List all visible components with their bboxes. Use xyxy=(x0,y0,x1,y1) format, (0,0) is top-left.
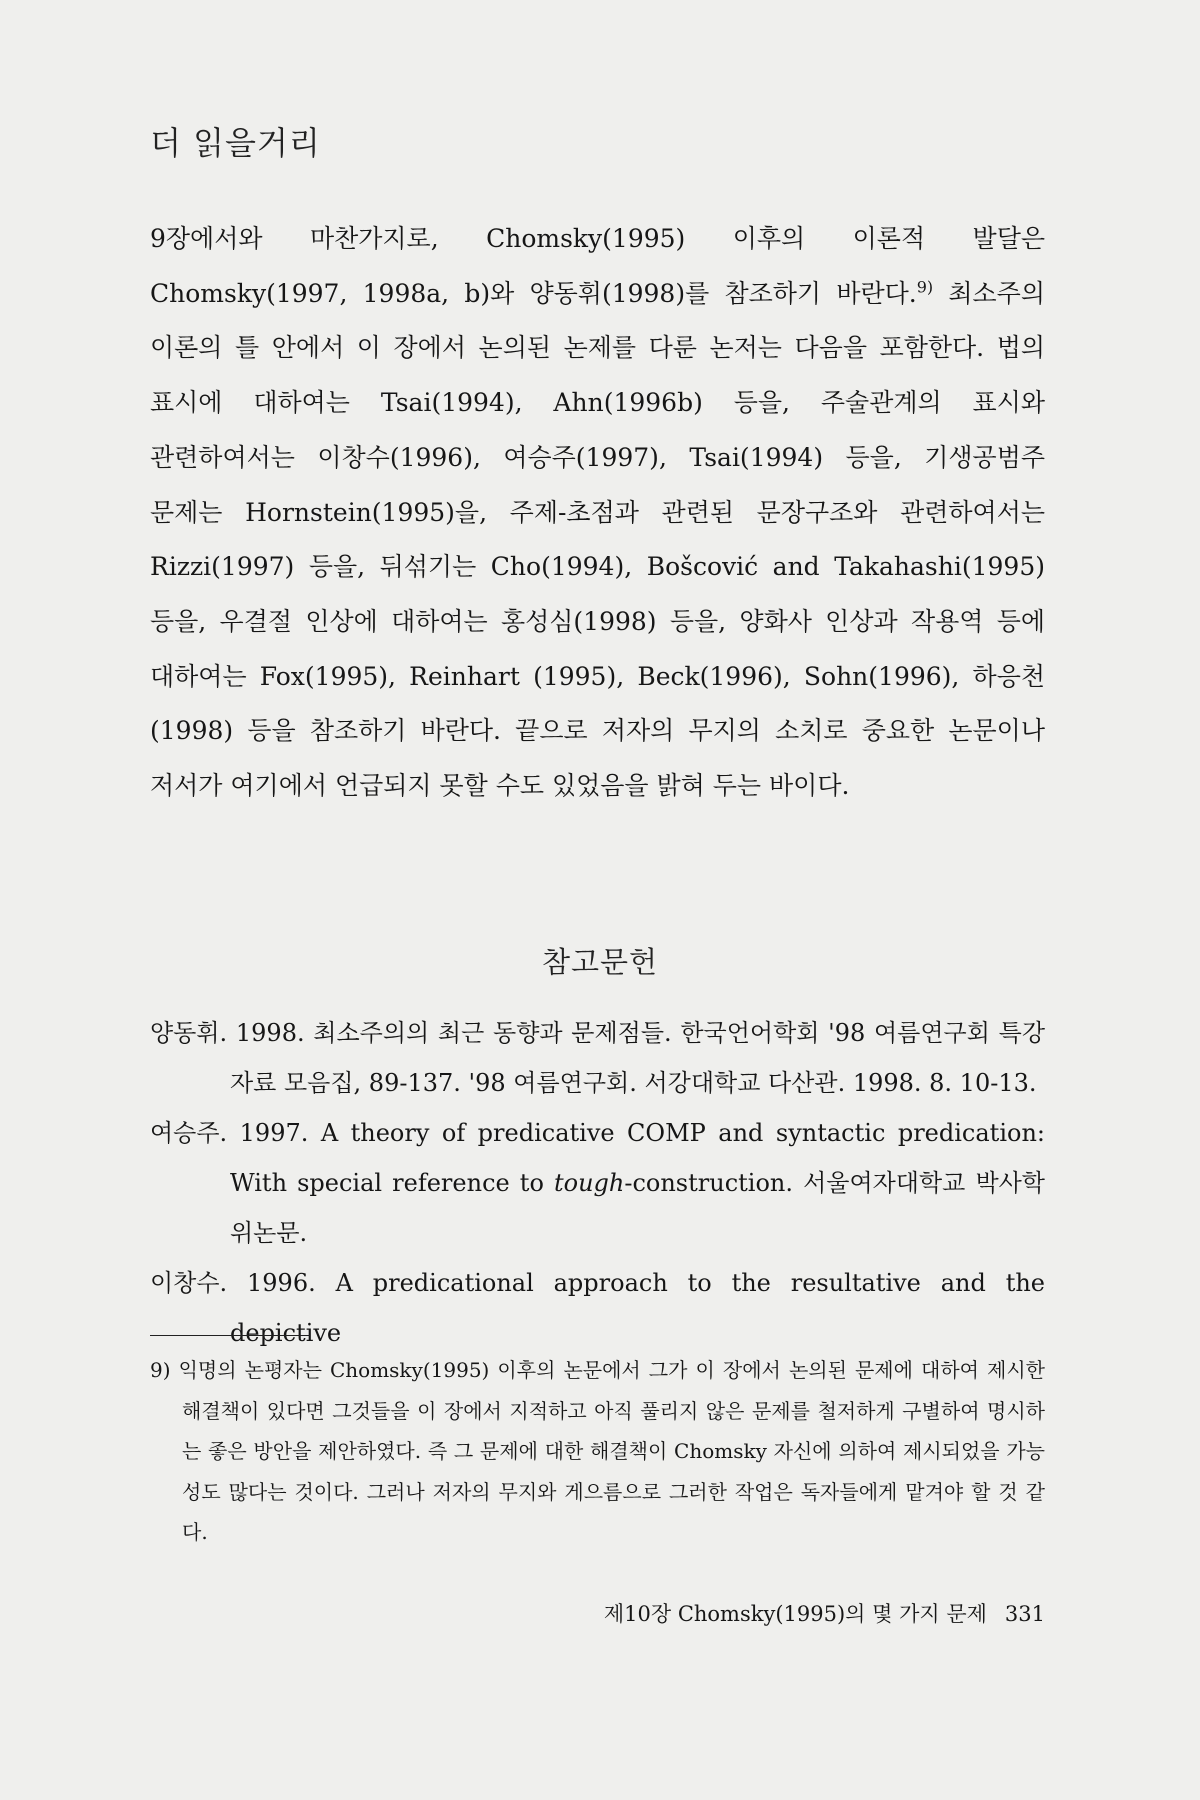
footnote-reference: 9) xyxy=(916,277,934,297)
reference-italic-term: tough xyxy=(553,1169,625,1197)
page-number: 331 xyxy=(1004,1602,1045,1626)
reference-entry xyxy=(150,1108,1045,1258)
further-reading-paragraph xyxy=(150,212,1045,814)
paragraph-text-part-1: 9장에서와 마찬가지로, Chomsky(1995) 이후의 이론적 발달은 Chomsky(1997, 1998a, b)와 양동휘(1998)를 참조하기 바란다. xyxy=(150,224,1045,308)
running-footer xyxy=(604,1598,1045,1628)
references-title: 참고문헌 xyxy=(541,945,659,979)
section-heading: 더 읽을거리 xyxy=(150,124,321,162)
reference-entry: 양동휘. 1998. 최소주의의 최근 동향과 문제점들. 한국언어학회 '98 여름연구회 특강자료 모음집, 89-137. '98 여름연구회. 서강대학교 다산관. 1998. 8. 10-13. xyxy=(150,1019,1045,1097)
footer-chapter-title: 제10장 Chomsky(1995)의 몇 가지 문제 xyxy=(603,1602,987,1626)
footnote-divider xyxy=(150,1335,310,1336)
reference-entry: 이창수. 1996. A predicational approach to the resultative and the depictive xyxy=(150,1269,1045,1347)
reference-text: -construction. 서울여자대학교 박사학위논문. xyxy=(230,1169,1045,1247)
paragraph-text-part-2: 최소주의 이론의 틀 안에서 이 장에서 논의된 논제를 다룬 논저는 다음을 포함한다. 법의 표시에 대하여는 Tsai(1994), Ahn(1996b) 등을, 주술관계의 표시와 관련하여서는 이창수(1996), 여승주(1997), Tsai(1994) 등을, 기생공범주 문제는 Hornstein(1995)을, 주제-초점과 관련된 문장구조와 관련하여서는 Rizzi(1997) 등을, 뒤섞기는 Cho(1994), Bošcović and Takahashi(1995) 등을, 우결절 인상에 대하여는 홍성심(1998) 등을, 양화사 인상과 작용역 등에 대하여는 Fox(1995), Reinhart (1995), Beck(1996), Sohn(1996), 하응천(1998) 등을 참조하기 바란다. 끝으로 저자의 무지의 소치로 중요한 논문이나 저서가 여기에서 언급되지 못할 수도 있었음을 밝혀 두는 바이다. xyxy=(150,278,1045,801)
reference-text: 여승주. 1997. A theory of predicative COMP and syntactic predication: With special reference to xyxy=(150,1119,1045,1197)
footnote-9: 9) 익명의 논평자는 Chomsky(1995) 이후의 논문에서 그가 이 장에서 논의된 문제에 대하여 제시한 해결책이 있다면 그것들을 이 장에서 지적하고 아직 풀리지 않은 문제를 철저하게 구별하여 명시하는 좋은 방안을 제안하였다. 즉 그 문제에 대한 해결책이 Chomsky 자신에 의하여 제시되었을 가능성도 많다는 것이다. 그러나 저자의 무지와 게으름으로 그러한 작업은 독자들에게 맡겨야 할 것 같다. xyxy=(150,1358,1045,1544)
references-list xyxy=(150,1008,1045,1358)
